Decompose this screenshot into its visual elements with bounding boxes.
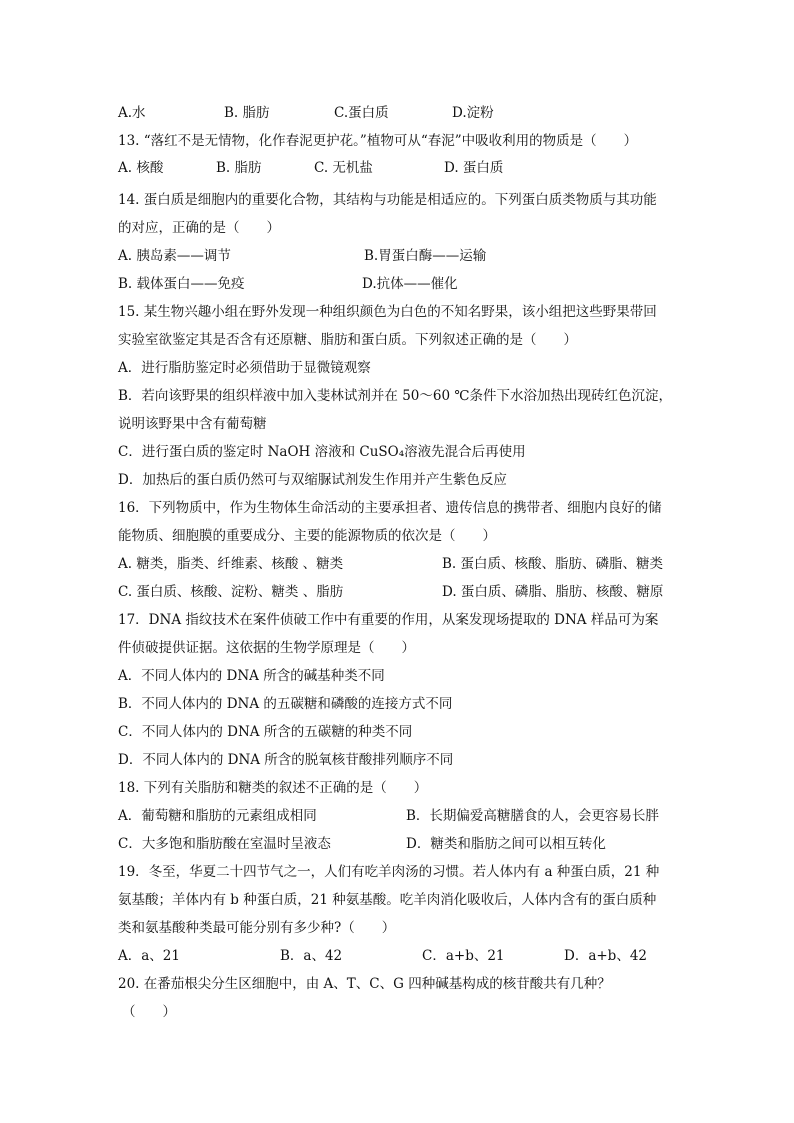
q14-stem-line1: 14. 蛋白质是细胞内的重要化合物，其结构与功能是相适应的。下列蛋白质类物质与其功能 — [118, 192, 657, 208]
q19-stem-line1: 19．冬至，华夏二十四节气之一，人们有吃羊肉汤的习惯。若人体内有 a 种蛋白质，21 种 — [118, 864, 660, 880]
q12-option-d: D.淀粉 — [452, 105, 494, 121]
q16-option-d: D. 蛋白质、磷脂、脂肪、核酸、糖原 — [442, 584, 664, 600]
q17-stem-line2: 件侦破提供证据。这依据的生物学原理是（ ） — [118, 640, 415, 656]
q17-option-c: C．不同人体内的 DNA 所含的五碳糖的种类不同 — [118, 724, 413, 740]
q15-option-c: C．进行蛋白质的鉴定时 NaOH 溶液和 CuSO₄溶液先混合后再使用 — [118, 444, 526, 460]
q14-stem-line2: 的对应，正确的是（ ） — [118, 220, 280, 236]
q20-stem: 20. 在番茄根尖分生区细胞中，由 A、T、C、G 四种碱基构成的核苷酸共有几种？ — [118, 976, 611, 992]
q14-option-a: A. 胰岛素——调节 — [118, 248, 231, 264]
q15-stem-line1: 15. 某生物兴趣小组在野外发现一种组织颜色为白色的不知名野果，该小组把这些野果带回 — [118, 304, 657, 320]
q19-option-b: B．a、42 — [280, 948, 343, 964]
q14-option-c: B. 载体蛋白——免疫 — [118, 276, 245, 292]
q13-option-c: C. 无机盐 — [314, 160, 373, 176]
q19-option-d: D．a+b、42 — [564, 948, 648, 964]
q15-option-a: A．进行脂肪鉴定时必须借助于显微镜观察 — [118, 360, 371, 376]
q15-option-b-line2: 说明该野果中含有葡萄糖 — [118, 416, 267, 432]
q13-option-d: D. 蛋白质 — [444, 160, 504, 176]
q19-option-a: A．a、21 — [118, 948, 180, 964]
q15-stem-line2: 实验室欲鉴定其是否含有还原糖、脂肪和蛋白质。下列叙述正确的是（ ） — [118, 332, 577, 348]
q19-stem-line2: 氨基酸；羊体内有 b 种蛋白质，21 种氨基酸。吃羊肉消化吸收后，人体内含有的蛋白质种 — [118, 892, 657, 908]
q12-option-a: A.水 — [118, 105, 146, 121]
q15-option-b-line1: B．若向该野果的组织样液中加入斐林试剂并在 50～60 ℃条件下水浴加热出现砖红色沉淀， — [118, 388, 672, 404]
q19-stem-line3: 类和氨基酸种类最可能分别有多少种?（ ） — [118, 920, 396, 936]
q18-option-a: A．葡萄糖和脂肪的元素组成相同 — [118, 808, 317, 824]
q18-stem: 18. 下列有关脂肪和糖类的叙述不正确的是（ ） — [118, 780, 428, 796]
q17-option-d: D．不同人体内的 DNA 所含的脱氧核苷酸排列顺序不同 — [118, 752, 454, 768]
q20-answer-paren: （ ） — [122, 1004, 176, 1020]
q14-option-b: B.胃蛋白酶——运输 — [364, 248, 487, 264]
q19-option-c: C．a+b、21 — [422, 948, 505, 964]
q16-stem-line1: 16．下列物质中，作为生物体生命活动的主要承担者、遗传信息的携带者、细胞内良好的储 — [118, 500, 662, 516]
q17-stem-line1: 17．DNA 指纹技术在案件侦破工作中有重要的作用，从案发现场提取的 DNA 样品可为案 — [118, 612, 659, 628]
q14-option-d: D.抗体——催化 — [362, 276, 458, 292]
q16-option-a: A. 糖类，脂类、纤维素、核酸 、糖类 — [118, 556, 344, 572]
q12-option-c: C.蛋白质 — [334, 105, 389, 121]
q18-option-d: D．糖类和脂肪之间可以相互转化 — [406, 836, 606, 852]
q13-stem: 13. “落红不是无情物，化作春泥更护花。”植物可从“春泥”中吸收利用的物质是（ ） — [118, 133, 638, 149]
q18-option-c: C．大多饱和脂肪酸在室温时呈液态 — [118, 836, 331, 852]
q12-option-b: B. 脂肪 — [224, 105, 270, 121]
q17-option-b: B．不同人体内的 DNA 的五碳糖和磷酸的连接方式不同 — [118, 696, 453, 712]
q13-option-b: B. 脂肪 — [216, 160, 262, 176]
q16-stem-line2: 能物质、细胞膜的重要成分、主要的能源物质的依次是（ ） — [118, 528, 496, 544]
q16-option-c: C. 蛋白质、核酸、淀粉、糖类 、脂肪 — [118, 584, 344, 600]
q16-option-b: B. 蛋白质、核酸、脂肪、磷脂、糖类 — [442, 556, 664, 572]
q13-option-a: A. 核酸 — [118, 160, 164, 176]
q17-option-a: A．不同人体内的 DNA 所含的碱基种类不同 — [118, 668, 385, 684]
q15-option-d: D．加热后的蛋白质仍然可与双缩脲试剂发生作用并产生紫色反应 — [118, 472, 507, 488]
q18-option-b: B．长期偏爱高糖膳食的人，会更容易长胖 — [406, 808, 659, 824]
